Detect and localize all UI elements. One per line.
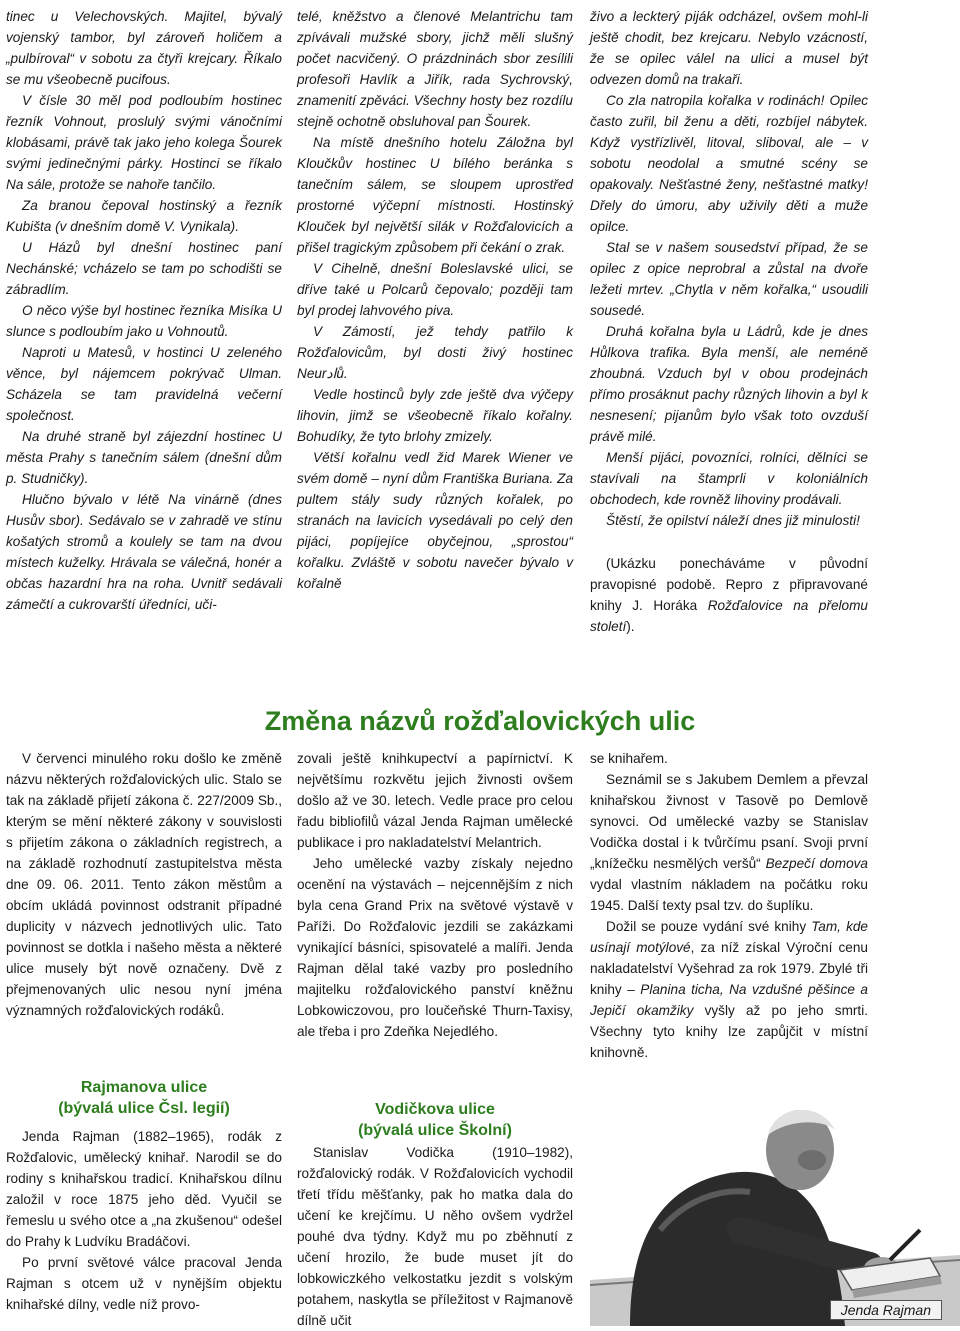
paragraph: Větší kořalnu vedl žid Marek Wiener ve svém domě – nyní dům Františka Buriana. Za pultem stály sudy různých kořalek, po stranách na lavicích vysedávali po celý den pijáci, popíjejíce obyčejnou, „sprostou“ kořalku. Zvláště v sobotu navečer bývalo v kořalně <box>297 450 573 591</box>
paragraph: Jeho umělecké vazby získaly nejedno ocenění na výstavách – nejcennějším z nich byla cena Grand Prix na světové výstavě v Paříži. Do Rožďalovic jezdili se zakázkami vynikající básníci, spisovatelé a malíři. Jenda Rajman dělal také vazby pro posledního majitelku rožďalovického panství kněžnu Lobkowiczovou, pro loučeňské Thurn-Taxisy, ale třeba i pro Zdeňka Nejedlého. <box>297 856 573 1039</box>
vodicka-bio-column <box>297 1142 573 1331</box>
paragraph: Štěstí, že opilství náleží dnes již minulosti! <box>606 513 860 528</box>
section-title: Změna názvů rožďalovických ulic <box>264 706 696 736</box>
paragraph: Hlučno bývalo v létě Na vinárně (dnes Husův sbor). Sedávalo se v zahradě ve stínu košatých stromů a koulely se tam na dvou místech kuželky. Hrávala se válečná, honér a občas hazardní hra na roha. Uvnitř sedávali zámečtí a cukrovarští úředníci, uči- <box>6 492 282 612</box>
paragraph: V Zámostí, jež tehdy patřilo k Rožďalovicům, byl dosti živý hostinec Neurادů. <box>297 324 573 381</box>
paragraph: V červenci minulého roku došlo ke změně názvu některých rožďalovických ulic. Stalo se tak na základě přijetí zákona č. 227/2009 Sb., kterým se mění některé zákony v souvislosti s přijetím zákona o základních registrech, a na základě rozhodnutí zastupitelstva města dne 09. 06. 2011. Tento zákon městům a obcím ukládá povinnost odstranit případné duplicity v názvech jednotlivých ulic. Tato povinnost se dotkla i našeho města a některé ulice musely být nově označeny. Dvě z přejmenovaných ulic nesou nyní jména významných rožďalovických rodáků. <box>6 751 282 1018</box>
paragraph: V čísle 30 měl pod podloubím hostinec řezník Vohnout, proslulý svými vánočními klobásami, právě tak jako jeho kolega Šourek svými jedinečnými párky. Hostinci se říkalo Na sále, protože se nahoře tančilo. <box>6 93 282 192</box>
street-intro-column <box>6 748 282 1021</box>
paragraph: Naproti u Matesů, v hostinci U zeleného věnce, byl nájemcem pokrývač Ulman. Scházela se tam pravidelná večerní společnost. <box>6 345 282 423</box>
paragraph: Druhá kořalna byla u Ládrů, kde je dnes Hůlkova trafika. Byla menší, ale neméně zhoubná. Vzduch byl v obou prodejnách přímo prosáknut pachy různých lihovin a byl k nesnesení; pijanům bylo však toto ovzduší právě milé. <box>590 324 868 444</box>
paragraph: Po první světové válce pracoval Jenda Rajman s otcem už v nynějším objektu knihařské dílny, vedle níž provo- <box>6 1255 282 1312</box>
paragraph: O něco výše byl hostinec řezníka Misíka U slunce s podloubím jako u Vohnoutů. <box>6 303 282 339</box>
paragraph: Jenda Rajman (1882–1965), rodák z Rožďalovic, umělecký knihař. Narodil se do rodiny s knihařskou tradicí. Knihařskou dílnu založil v roce 1875 jeho děd. Vyučil se řemeslu u svého otce a „na zkušenou“ odešel do Prahy k Ludvíku Bradáčovi. <box>6 1129 282 1249</box>
paragraph: Stanislav Vodička (1910–1982), rožďalovický rodák. V Rožďalovicích vychodil třetí třídu měšťanky, pak ho matka dala do učení ke krejčímu. U něho ovšem vydržel pouhé dva týdny. Když mu po zběhnutí z učení hrozilo, že bude muset jít do lobkowiczkého velkostatku jezdit s volským potahem, naskytla se příležitost v Rajmanově dílně učit <box>297 1145 573 1328</box>
paragraph: živo a leckterý piják odcházel, ovšem mohl-li ještě chodit, bez krejcaru. Nebylo vzácností, že se opilec válel na ulici a musel být odvezen domů na trakaři. <box>590 9 868 87</box>
paragraph: Menší pijáci, povozníci, rolníci, dělníci se stavívali na štamprli v koloniálních obchodech, kde rovněž lihoviny prodávali. <box>590 450 868 507</box>
paragraph: V Cihelně, dnešní Boleslavské ulici, se dříve také u Polcarů čepovalo; později tam byl prodej lahvového piva. <box>297 261 573 318</box>
portrait-photo <box>590 1080 960 1326</box>
paragraph: tinec u Velechovských. Majitel, bývalý vojenský tambor, byl zároveň holičem a „pulbíroval“ v sobotu za čtyři krejcary. Říkalo se mu všeobecně pucifous. <box>6 9 282 87</box>
article-column-3 <box>590 6 868 637</box>
paragraph: se knihařem. <box>590 751 668 766</box>
paragraph: Co zla natropila kořalka v rodinách! Opilec často zuřil, bil ženu a děti, rozbíjel nábytek. Když vystřízlivěl, litoval, sliboval, ale – v sobotu neodolal a smutné scény se opakovaly. Nešťastné ženy, nešťastné matky! Dřely do úmoru, aby uživily děti a muže opilce. <box>590 93 868 234</box>
paragraph: Vedle hostinců byly zde ještě dva výčepy lihovin, jimž se všeobecně říkalo kořalny. Bohudíky, že tyto brlohy zmizely. <box>297 387 573 444</box>
paragraph: zovali ještě knihkupectví a papírnictví. K největšímu rozkvětu jejich živnosti ovšem došlo až ve 30. letech. Vedle prace pro celou řadu bibliofilů vázal Jenda Rajman umělecké publikace i pro nakladatelství Melantrich. <box>297 751 573 850</box>
photo-caption: Jenda Rajman <box>830 1300 942 1320</box>
paragraph: Dožil se pouze vydání své knihy Tam, kde usínají motýlové, za níž získal Výroční cenu nakladatelství Vyšehrad za rok 1979. Zbylé tři knihy – Planina ticha, Na vzdušné pěšince a Jepičí okamžiky vyšly až po jeho smrti. Všechny tyto knihy lze zapůjčit v místní knihovně. <box>590 919 868 1060</box>
source-note: (Ukázku ponecháváme v původní pravopisné podobě. Repro z připravované knihy J. Horáka Rožďalovice na přelomu století). <box>590 556 868 634</box>
article-column-2 <box>297 6 573 594</box>
paragraph: telé, kněžstvo a členové Melantrichu tam zpívávali mužské sbory, jichž měli slušný počet nacvičený. O prázdninách sbor zesílili profesoři Havlík a Jiřík, rada Sychrovský, znamenití zpěváci. Všechny hosty bez rozdílu stejně ochotně obsluhoval pan Šourek. <box>297 9 573 129</box>
paragraph: Na místě dnešního hotelu Záložna byl Kloučkův hostinec U bílého beránka s tanečním sálem, se sloupem uprostřed prostorné výčepní místnosti. Hostinský Klouček byl největší silák v Rožďalovicích a přišel tragickým způsobem při čekání o zrak. <box>297 135 573 255</box>
paragraph: Stal se v našem sousedství případ, že se opilec z opice neprobral a zůstal na dvoře ležeti mrtev. „Chytla v něm kořalka,“ usoudili sousedé. <box>590 240 868 318</box>
bookbinder-photo-illustration <box>590 1080 960 1326</box>
rajman-bio-column <box>6 1126 282 1315</box>
rajman-continued-column <box>297 748 573 1042</box>
article-column-1 <box>6 6 282 615</box>
paragraph: Na druhé straně byl zájezdní hostinec U města Prahy s tanečním sálem (dnešní dům p. Studničky). <box>6 429 282 486</box>
paragraph: U Házů byl dnešní hostinec paní Nechánské; vcházelo se tam po schodišti se zábradlím. <box>6 240 282 297</box>
subheading-rajmanova: Rajmanova ulice (bývalá ulice Čsl. legií) <box>58 1079 230 1117</box>
vodicka-continued-column <box>590 748 868 1063</box>
paragraph: Za branou čepoval hostinský a řezník Kubišta (v dnešním domě V. Vynikala). <box>6 198 282 234</box>
subheading-vodickova: Vodičkova ulice (bývalá ulice Školní) <box>358 1101 512 1139</box>
paragraph: Seznámil se s Jakubem Demlem a převzal knihařskou živnost v Tasově po Demlově synovci. Od umělecké vazby se Stanislav Vodička dostal i k tvůrčímu psaní. Svoji první „knížečku nesmělých veršů“ Bezpečí domova vydal vlastním nákladem na počátku roku 1945. Další texty psal tzv. do šuplíku. <box>590 772 868 913</box>
